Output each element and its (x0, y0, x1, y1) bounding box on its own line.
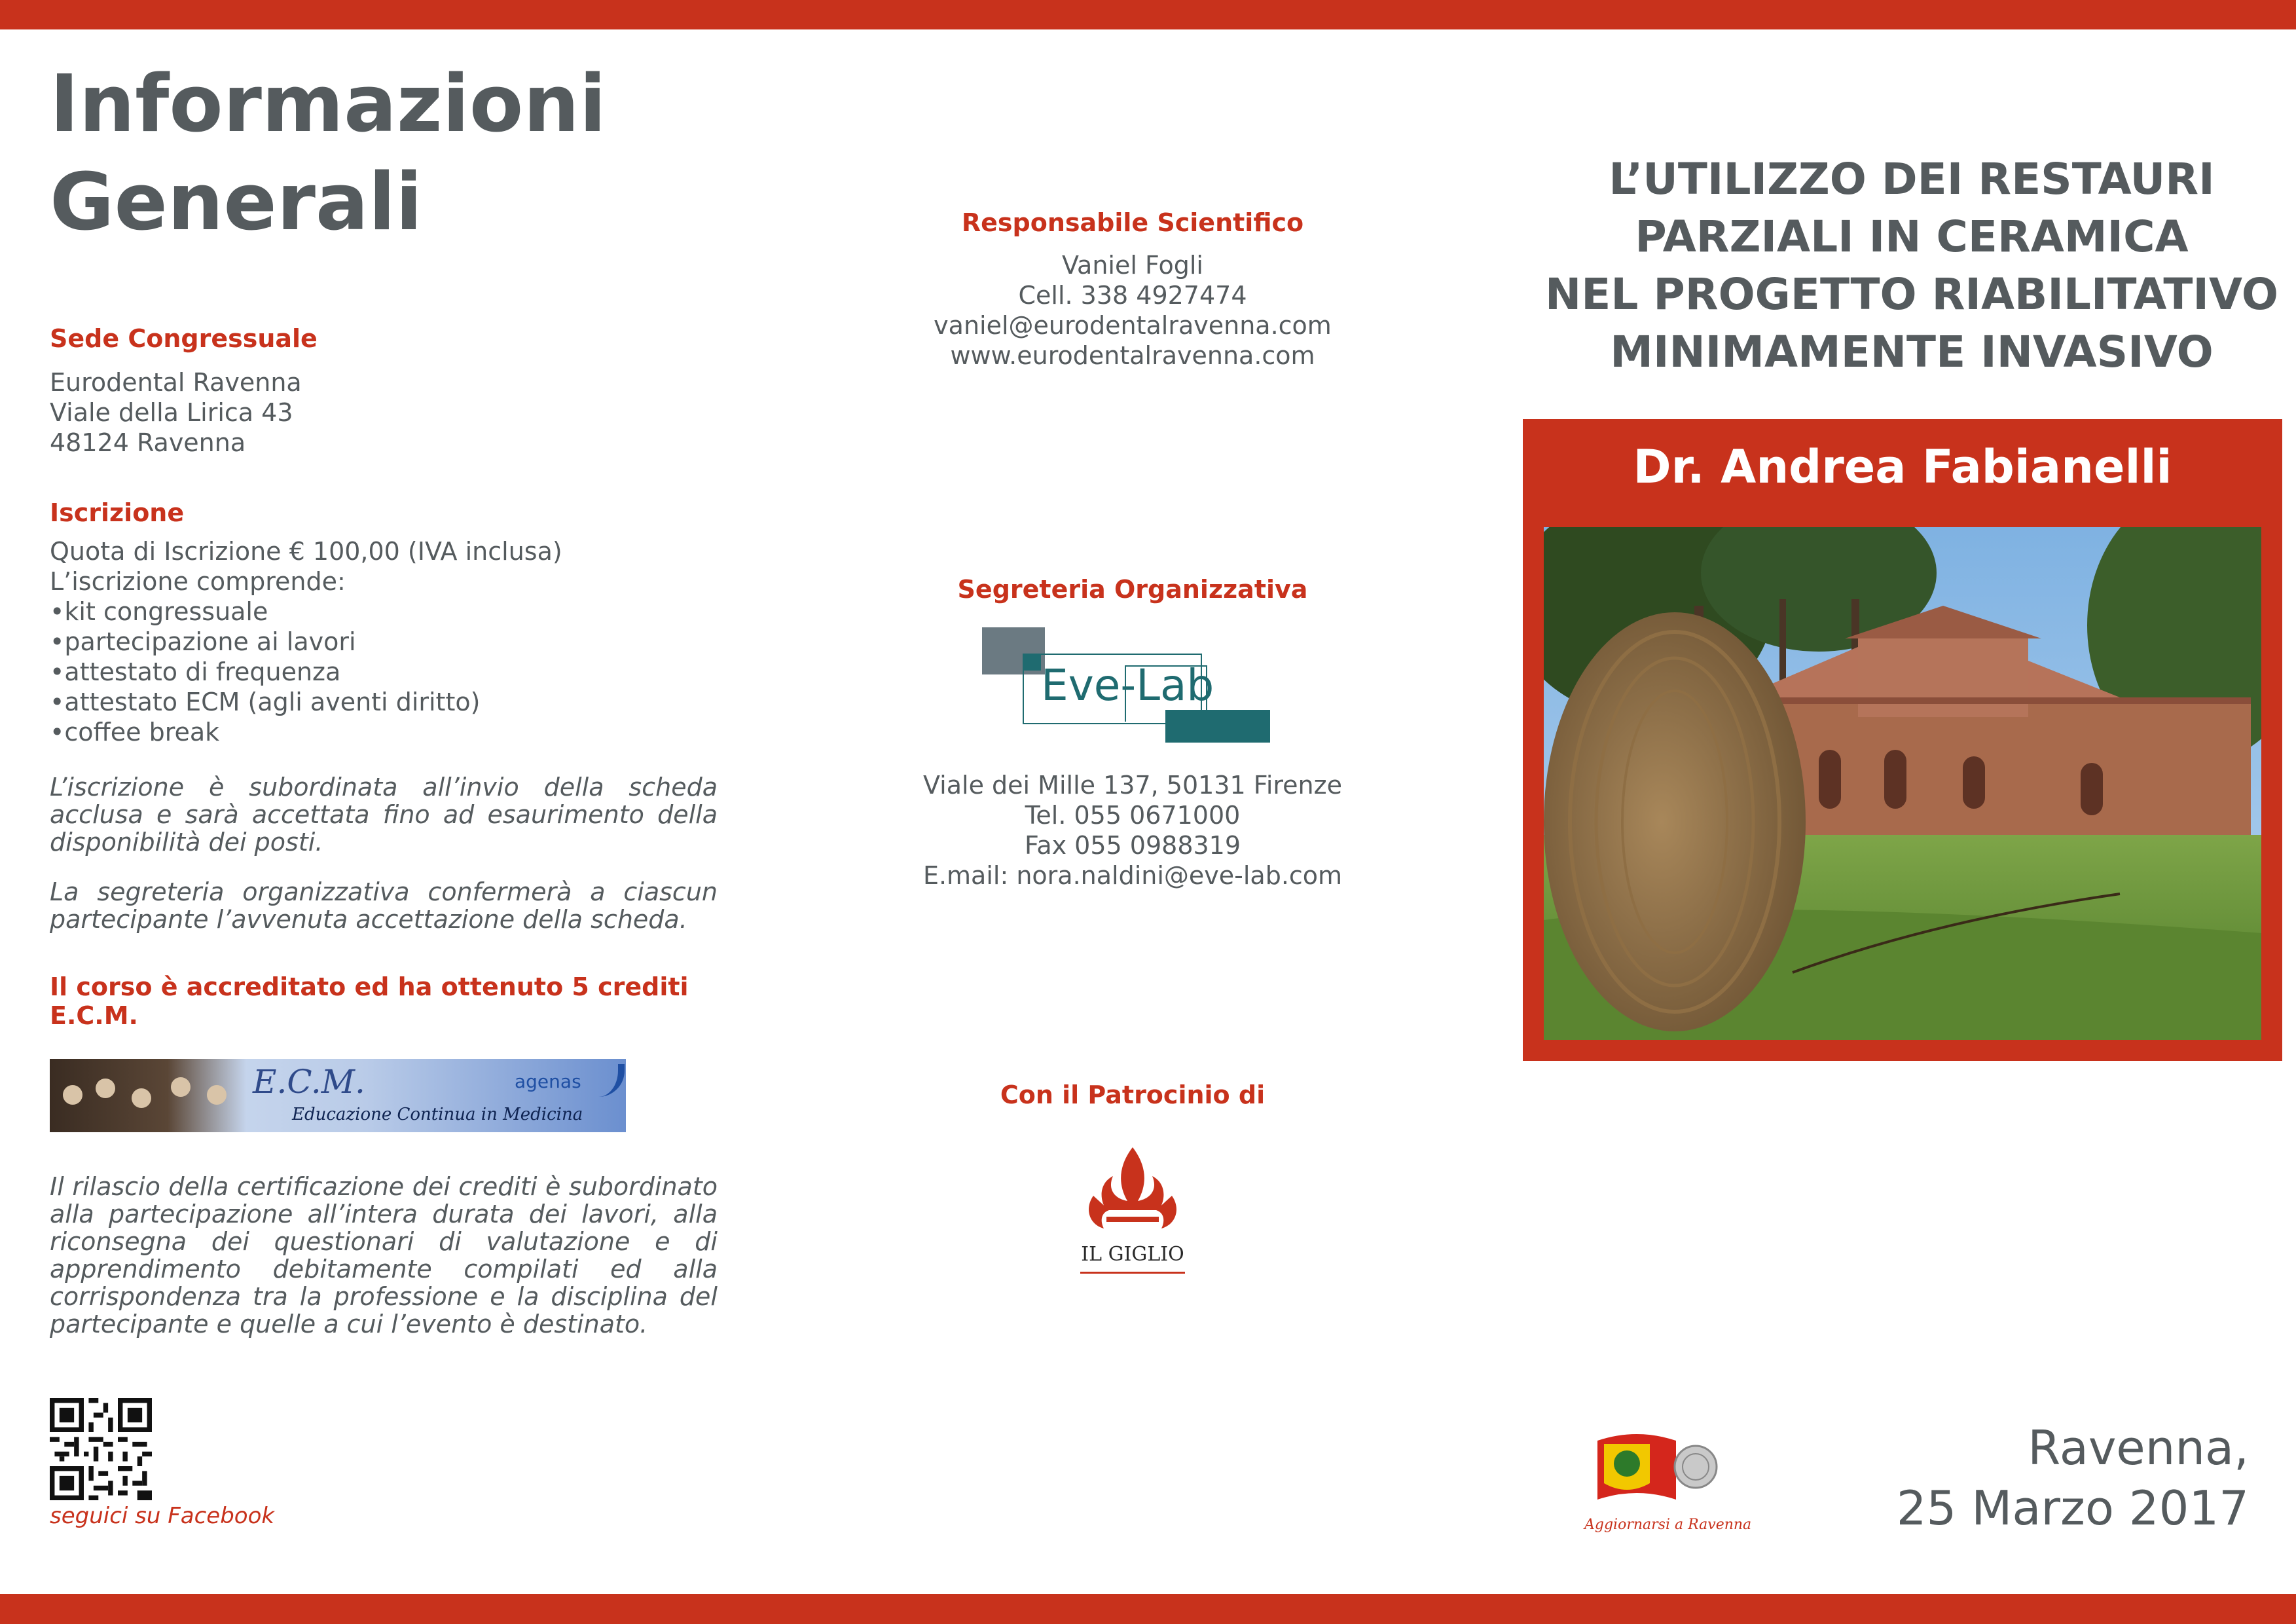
association-logo-text: Aggiornarsi a Ravenna (1584, 1517, 1752, 1533)
page-title (50, 56, 718, 252)
qr-code-icon (50, 1398, 152, 1500)
sede-line: Eurodental Ravenna (50, 368, 302, 397)
responsabile-email[interactable]: vaniel@eurodentalravenna.com (934, 311, 1332, 340)
title-line-1: Informazioni (50, 59, 606, 150)
segreteria-note: La segreteria organizzativa confermerà a ciascun partecipante l’avvenuta accettazione della scheda. (50, 877, 718, 934)
ecm-figure (171, 1077, 191, 1097)
iscrizione-bullet: •partecipazione ai lavori (50, 627, 356, 656)
course-title (1525, 151, 2296, 381)
sede-heading: Sede Congressuale (50, 324, 318, 353)
speaker-name: Dr. Andrea Fabianelli (1633, 440, 2172, 494)
segreteria-heading: Segreteria Organizzativa (957, 575, 1308, 604)
segreteria-phone: Tel. 055 0671000 (1025, 801, 1241, 830)
ecm-banner-subtitle: Educazione Continua in Medicina (292, 1105, 583, 1124)
il-giglio-underline (1080, 1272, 1185, 1274)
ecm-figure (63, 1085, 82, 1105)
responsabile-heading: Responsabile Scientifico (961, 208, 1304, 237)
segreteria-fax: Fax 055 0988319 (1024, 831, 1241, 860)
responsabile-phone: Cell. 338 4927474 (1018, 281, 1247, 310)
course-title-line: L’UTILIZZO DEI RESTAURI (1609, 154, 2215, 204)
ecm-heading: Il corso è accreditato ed ha ottenuto 5 crediti E.C.M. (50, 972, 689, 1030)
cover-photo (1544, 527, 2261, 1040)
sede-line: 48124 Ravenna (50, 428, 246, 457)
course-title-line: NEL PROGETTO RIABILITATIVO (1545, 269, 2278, 320)
segreteria-email[interactable]: E.mail: nora.naldini@eve-lab.com (922, 861, 1343, 890)
mausoleum-photo-illustration (1544, 527, 2261, 1040)
event-date: 25 Marzo 2017 (1896, 1481, 2249, 1536)
il-giglio-text: IL GIGLIO (1081, 1243, 1184, 1266)
title-line-2: Generali (50, 157, 423, 248)
sede-line: Viale della Lirica 43 (50, 398, 293, 427)
eve-lab-logo-text: Eve-Lab (1041, 660, 1214, 710)
top-accent-bar (0, 0, 2296, 29)
iscrizione-heading: Iscrizione (50, 498, 185, 527)
agenas-logo-text: agenas (515, 1071, 581, 1092)
bottom-accent-bar (0, 1594, 2296, 1624)
ecm-figure (96, 1079, 115, 1098)
ecm-banner-title: E.C.M. (253, 1063, 365, 1101)
iscrizione-line: Quota di Iscrizione € 100,00 (IVA inclusa) (50, 537, 562, 566)
eve-lab-logo (975, 627, 1290, 752)
lily-icon (1067, 1145, 1198, 1243)
agenas-icon (598, 1064, 625, 1097)
responsabile-website[interactable]: www.eurodentalravenna.com (950, 341, 1315, 370)
iscrizione-bullet: •attestato ECM (agli aventi diritto) (50, 688, 481, 716)
segreteria-address: Viale dei Mille 137, 50131 Firenze (923, 771, 1342, 800)
flag-shield-icon (1591, 1428, 1722, 1513)
patrocinio-section (812, 1080, 1453, 1282)
patrocinio-heading: Con il Patrocinio di (1000, 1080, 1266, 1109)
responsabile-name: Vaniel Fogli (1062, 251, 1203, 280)
course-title-line: MINIMAMENTE INVASIVO (1610, 327, 2214, 377)
ecm-figure (132, 1088, 151, 1108)
place-date (1897, 1418, 2249, 1538)
course-title-line: PARZIALI IN CERAMICA (1635, 212, 2189, 262)
il-giglio-logo (1067, 1145, 1198, 1282)
responsabile-section (812, 208, 1453, 371)
iscrizione-line: L’iscrizione comprende: (50, 567, 346, 596)
iscrizione-bullet: •coffee break (50, 718, 220, 747)
association-logo (1584, 1428, 1781, 1539)
facebook-link[interactable]: seguici su Facebook (50, 1503, 275, 1529)
left-panel (50, 56, 718, 1529)
iscrizione-bullet: •kit congressuale (50, 597, 268, 626)
speaker-panel (1523, 419, 2282, 1061)
ecm-banner (50, 1059, 626, 1132)
iscrizione-bullet: •attestato di frequenza (50, 657, 341, 686)
ecm-figure (207, 1085, 227, 1105)
event-place: Ravenna, (2028, 1420, 2249, 1475)
segreteria-section (812, 575, 1453, 891)
certification-note: Il rilascio della certificazione dei crediti è subordinato alla partecipazione all’intera durata dei lavori, alla riconsegna dei questionari di valutazione e di apprendimento debitamente compilati ed alla corrispondenza tra la professione e la disciplina del partecipante e quelle a cui l’evento è destinato. (50, 1172, 718, 1338)
iscrizione-note: L’iscrizione è subordinata all’invio della scheda acclusa e sarà accettata fino ad esaurimento della disponibilità dei posti. (50, 773, 718, 857)
